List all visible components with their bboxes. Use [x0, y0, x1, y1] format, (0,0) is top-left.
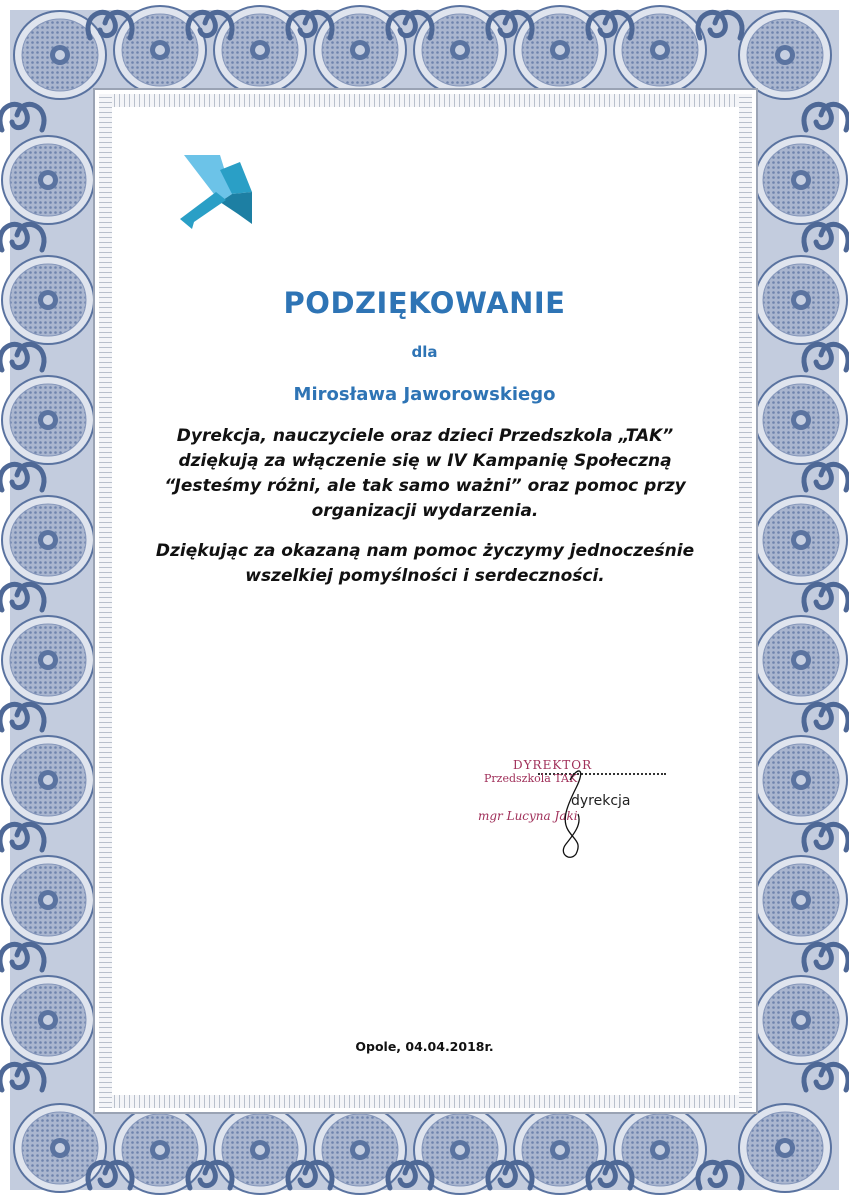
- certificate-title: PODZIĘKOWANIE: [283, 286, 566, 320]
- paragraph-line: “Jesteśmy różni, ale tak samo ważni” oraz pomoc przy: [164, 476, 686, 496]
- director-stamp: [478, 758, 678, 858]
- paragraph-thanks: [150, 424, 700, 524]
- place-and-date: Opole, 04.04.2018r.: [355, 1039, 494, 1054]
- handwritten-signature: [478, 758, 678, 858]
- inner-band-top: [99, 94, 752, 107]
- paragraph-line: wszelkiej pomyślności i serdeczności.: [245, 566, 605, 586]
- recipient-name: Mirosława Jaworowskiego: [293, 384, 556, 405]
- inner-band-left: [99, 94, 112, 1108]
- certificate-panel: [93, 88, 758, 1114]
- paragraph-wishes: [150, 539, 700, 589]
- inner-band-bottom: [99, 1095, 752, 1108]
- for-label: dla: [411, 343, 438, 361]
- stamp-line-title: DYREKTOR: [513, 758, 593, 772]
- paragraph-line: dziękują za włączenie się w IV Kampanię Społeczną: [178, 451, 672, 471]
- stamp-line-institution: Przedszkola TAK: [484, 772, 578, 785]
- signature-text: dyrekcja: [571, 793, 631, 809]
- stamp-line-name: mgr Lucyna Jaki: [478, 809, 578, 823]
- inner-band-right: [739, 94, 752, 1108]
- paragraph-line: Dziękując za okazaną nam pomoc życzymy jednocześnie: [155, 541, 695, 561]
- bird-logo-icon: [180, 152, 260, 232]
- paragraph-line: Dyrekcja, nauczyciele oraz dzieci Przedszkola „TAK”: [176, 426, 674, 446]
- paragraph-line: organizacji wydarzenia.: [311, 501, 539, 521]
